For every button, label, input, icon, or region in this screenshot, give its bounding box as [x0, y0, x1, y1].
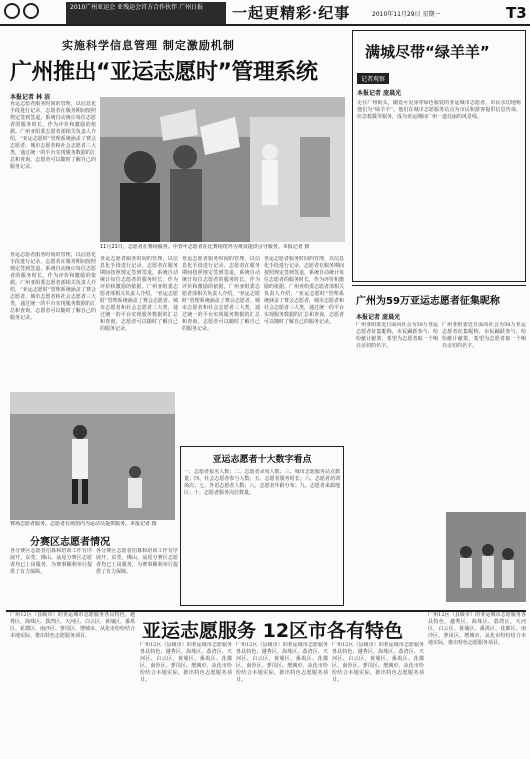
right-mid-body-col1: 广州亚组委近日面向社会为59万亚运志愿者征集昵称，市民踊跃参与，纷纷献计献策，希望为志愿者取一个响亮亲切的名字。 — [356, 322, 438, 349]
crowd-photo-graphic — [100, 97, 345, 242]
numbers-headline: 亚运志愿者十大数字看点 — [212, 455, 312, 465]
divider-rule — [352, 285, 526, 286]
volunteer-photo — [10, 392, 175, 520]
main-body-col3: 亚运志愿者服务时间的管理，以信息化手段进行记录，志愿者在服务期间按照规定签到签退，系统自动统计每位志愿者的服务时长，作为评价和激励的依据。广州亚组委志愿者部相关负责人介绍，“亚运志愿时”管理系统涵盖了赛会志愿者、城市志愿者和社会志愿者三大类，通过统一的平台实现服务数据的汇总和查询，志愿者可以随时了解自己的服务记录。 — [100, 256, 178, 332]
main-kicker: 实施科学信息管理 制定激励机制 — [62, 39, 235, 52]
asian-games-logo — [4, 3, 66, 21]
bottom-body-col1: 广州12区（县级市）的亚运城市志愿服务各具特色，越秀区、海珠区、荔湾区、天河区、白云区、黄埔区、番禺区、花都区、南沙区、萝岗区、增城市、从化市纷纷结合本地实际，推出特色志愿服务项目。 — [10, 612, 135, 639]
issue-date: 2010年11月29日 星期一 — [372, 11, 441, 18]
main-body-col1: 亚运志愿者服务时间的管理，以信息化手段进行记录，志愿者在服务期间按照规定签到签退，系统自动统计每位志愿者的服务时长，作为评价和激励的依据。广州亚组委志愿者部相关负责人介绍，“亚运志愿时”管理系统涵盖了赛会志愿者、城市志愿者和社会志愿者三大类，通过统一的平台实现服务数据的汇总和查询，志愿者可以随时了解自己的服务记录。 — [10, 101, 96, 170]
logo-mascot-icon — [23, 3, 39, 19]
right-mid-photo — [446, 512, 526, 602]
section-title: 一起更精彩·纪事 — [232, 4, 351, 22]
numbers-box — [180, 446, 344, 606]
main-body-col2: 亚运志愿者服务时间的管理，以信息化手段进行记录，志愿者在服务期间按照规定签到签退，系统自动统计每位志愿者的服务时长，作为评价和激励的依据。广州亚组委志愿者部相关负责人介绍，“亚运志愿时”管理系统涵盖了赛会志愿者、城市志愿者和社会志愿者三大类，通过统一的平台实现服务数据的汇总和查询，志愿者可以随时了解自己的服务记录。 — [10, 252, 96, 321]
main-photo — [100, 97, 345, 242]
main-headline: 广州推出“亚运志愿时”管理系统 — [10, 60, 318, 85]
page-header — [0, 0, 530, 26]
page-number: T3 — [506, 4, 527, 22]
main-photo-caption: 11月21日，志愿者在赛场服务。中青年志愿者在比赛场馆外为观众提供引导服务。本报记者 摄 — [100, 244, 310, 250]
sub-body-col2: 各分赛区志愿者招募和培训工作有序展开，东莞、佛山、汕尾分赛区志愿者均已上岗服务，为赛事顺利举行提供了有力保障。 — [96, 548, 178, 575]
right-top-body: 走在广州街头，随处可见身穿绿色服装的亚运城市志愿者，市民亲切地称他们为“绿羊羊”。他们在城市志愿服务站点为市民和游客提供信息咨询、应急救援等服务，成为亚运期间广州一道亮丽的风景线。 — [357, 100, 521, 120]
volunteer-photo-graphic — [10, 392, 175, 520]
bottom-body-col4: 广州12区（县级市）的亚运城市志愿服务各具特色，越秀区、海珠区、荔湾区、天河区、白云区、黄埔区、番禺区、花都区、南沙区、萝岗区、增城市、从化市纷纷结合本地实际，推出特色志愿服务项目。 — [332, 642, 424, 683]
bottom-body-col2: 广州12区（县级市）的亚运城市志愿服务各具特色，越秀区、海珠区、荔湾区、天河区、白云区、黄埔区、番禺区、花都区、南沙区、萝岗区、增城市、从化市纷纷结合本地实际，推出特色志愿服务项目。 — [140, 642, 232, 683]
main-body-col4: 亚运志愿者服务时间的管理，以信息化手段进行记录，志愿者在服务期间按照规定签到签退，系统自动统计每位志愿者的服务时长，作为评价和激励的依据。广州亚组委志愿者部相关负责人介绍，“亚运志愿时”管理系统涵盖了赛会志愿者、城市志愿者和社会志愿者三大类，通过统一的平台实现服务数据的汇总和查询，志愿者可以随时了解自己的服务记录。 — [182, 256, 260, 332]
right-mid-body-col2: 广州亚组委近日面向社会为59万亚运志愿者征集昵称，市民踊跃参与，纷纷献计献策，希望为志愿者取一个响亮亲切的名字。 — [442, 322, 526, 349]
sub-headline: 分赛区志愿者情况 — [30, 537, 110, 548]
right-mid-byline: 本报记者 庞晨光 — [356, 314, 401, 321]
sub-body-col1: 各分赛区志愿者招募和培训工作有序展开，东莞、佛山、汕尾分赛区志愿者均已上岗服务，为赛事顺利举行提供了有力保障。 — [10, 548, 92, 575]
main-body-col5: 亚运志愿者服务时间的管理，以信息化手段进行记录，志愿者在服务期间按照规定签到签退，系统自动统计每位志愿者的服务时长，作为评价和激励的依据。广州亚组委志愿者部相关负责人介绍，“亚运志愿时”管理系统涵盖了赛会志愿者、城市志愿者和社会志愿者三大类，通过统一的平台实现服务数据的汇总和查询，志愿者可以随时了解自己的服务记录。 — [264, 256, 344, 325]
bottom-body-col3: 广州12区（县级市）的亚运城市志愿服务各具特色，越秀区、海珠区、荔湾区、天河区、白云区、黄埔区、番禺区、花都区、南沙区、萝岗区、增城市、从化市纷纷结合本地实际，推出特色志愿服务项目。 — [236, 642, 328, 683]
numbers-body: 一、志愿者报名人数；二、志愿者录用人数；三、城市志愿服务站点数量；四、社会志愿者参与人数；五、志愿者服务时长；六、志愿者培训场次；七、外语志愿者人数；八、志愿者年龄分布；九、志愿者来源地区；十、志愿者服务岗位数量。 — [184, 469, 340, 496]
right-top-byline: 本报记者 庞晨光 — [357, 90, 402, 97]
right-top-box — [352, 30, 526, 282]
right-top-headline: 满城尽带“绿羊羊” — [365, 43, 490, 61]
header-banner: 2010广州亚运会 亚残运会官方合作伙伴 广州日报 — [66, 2, 226, 24]
volunteer-photo-caption: 赛场志愿者服务。志愿者在场馆内为运动员提供服务。本报记者 摄 — [10, 521, 157, 527]
observer-tag: 记者观察 — [357, 73, 389, 84]
main-byline: 本报记者 林 洁 — [10, 94, 51, 101]
right-mid-headline: 广州为59万亚运志愿者征集昵称 — [356, 296, 500, 307]
bottom-headline: 亚运志愿服务 12区市各有特色 — [142, 620, 404, 642]
bottom-body-col5: 广州12区（县级市）的亚运城市志愿服务各具特色，越秀区、海珠区、荔湾区、天河区、白云区、黄埔区、番禺区、花都区、南沙区、萝岗区、增城市、从化市纷纷结合本地实际，推出特色志愿服务项目。 — [428, 612, 526, 646]
logo-emblem-icon — [4, 3, 20, 19]
group-photo-graphic — [446, 512, 526, 602]
